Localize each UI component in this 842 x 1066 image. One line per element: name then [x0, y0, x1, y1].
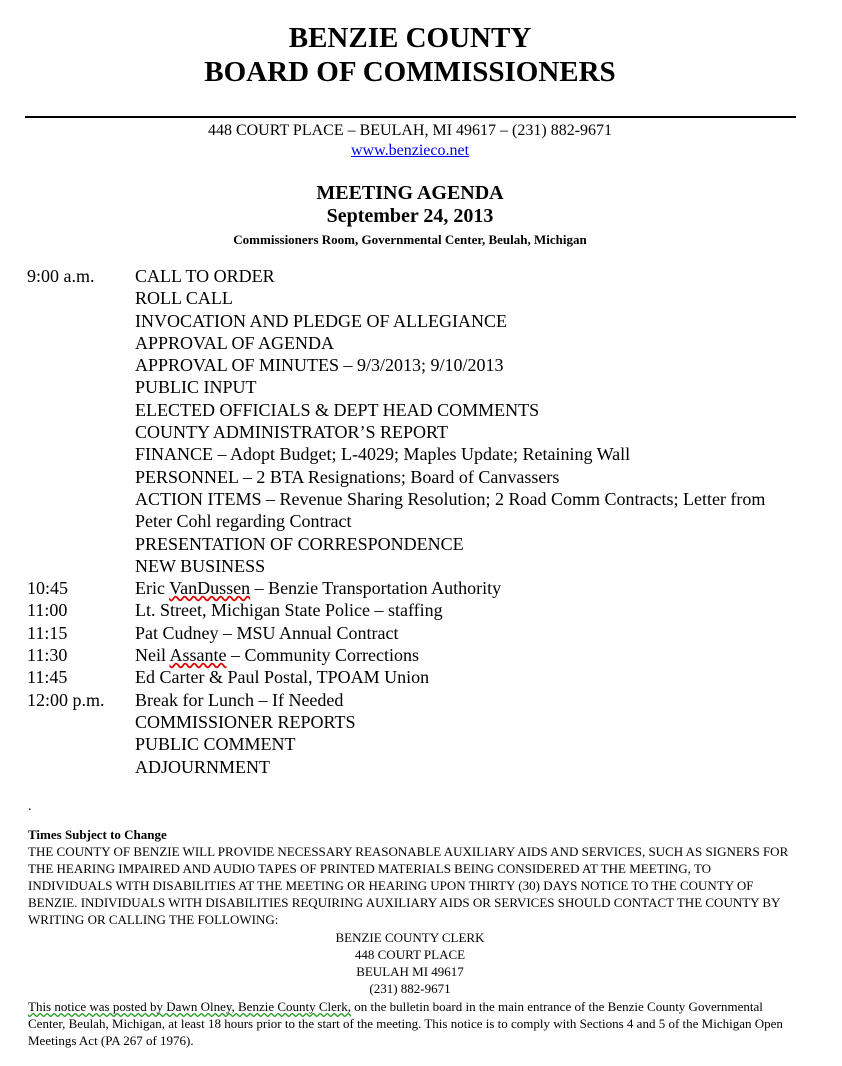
agenda-item-text: – Benzie Transportation Authority: [250, 578, 502, 599]
agenda-row: [0, 644, 842, 666]
agenda-row: [0, 488, 842, 533]
agenda-time: 9:00 a.m.: [27, 266, 95, 286]
agenda-time: 10:45: [27, 578, 69, 599]
clerk-title: BENZIE COUNTY CLERK: [335, 930, 485, 945]
agenda-row: [0, 376, 842, 398]
website-link[interactable]: www.benzieco.net: [350, 142, 470, 159]
agenda-time: 11:30: [27, 645, 68, 666]
spellcheck-flagged-word: VanDussen: [169, 578, 251, 599]
agenda-title: MEETING AGENDA: [316, 182, 504, 204]
agenda-item: COUNTY ADMINISTRATOR’S REPORT: [135, 422, 448, 443]
agenda-item: ACTION ITEMS – Revenue Sharing Resolution; 2 Road Comm Contracts; Letter from Peter Cohl regarding Contract: [135, 488, 766, 532]
agenda-item: ADJOURNMENT: [135, 756, 270, 777]
agenda-item: APPROVAL OF MINUTES – 9/3/2013; 9/10/2013: [135, 355, 504, 376]
org-name: BENZIE COUNTY: [288, 22, 532, 54]
agenda-row: [0, 287, 842, 309]
posting-notice-rest: on the bulletin board in the main entrance of the Benzie County Governmental Center, Beulah, Michigan, at least 18 hours prior to the start of the meeting. This notice is to comply with Sections 4 and 5 of the Michigan Open Meetings Act (PA 267 of 1976).: [28, 999, 783, 1048]
posting-notice: [28, 998, 798, 1049]
agenda-item: [135, 644, 795, 666]
agenda-item: ELECTED OFFICIALS & DEPT HEAD COMMENTS: [135, 399, 540, 420]
clerk-city: BEULAH MI 49617: [356, 964, 464, 979]
agenda-row: [0, 622, 842, 644]
agenda-item: Break for Lunch – If Needed: [135, 689, 344, 710]
agenda-row: [0, 265, 842, 287]
agenda-item: PERSONNEL – 2 BTA Resignations; Board of Canvassers: [135, 466, 560, 487]
agenda-time: 11:00: [27, 600, 68, 621]
agenda-item: CALL TO ORDER: [135, 266, 275, 286]
agenda-row: [0, 399, 842, 421]
agenda-item: PRESENTATION OF CORRESPONDENCE: [135, 533, 464, 554]
agenda-row: [0, 555, 842, 577]
agenda-item: FINANCE – Adopt Budget; L-4029; Maples Update; Retaining Wall: [135, 444, 631, 465]
agenda-list: [0, 265, 842, 778]
agenda-item: ROLL CALL: [135, 288, 233, 309]
agenda-row: [0, 421, 842, 443]
agenda-row: [0, 332, 842, 354]
agenda-row: [0, 733, 842, 755]
agenda-time: 11:15: [27, 622, 68, 643]
meeting-date: September 24, 2013: [326, 205, 494, 227]
board-name: BOARD OF COMMISSIONERS: [204, 56, 616, 88]
agenda-item-text: Neil: [135, 645, 170, 666]
agenda-item: [135, 577, 795, 599]
agenda-item: Lt. Street, Michigan State Police – staffing: [135, 600, 443, 621]
agenda-row: [0, 310, 842, 332]
agenda-item: COMMISSIONER REPORTS: [135, 711, 356, 732]
agenda-item: Pat Cudney – MSU Annual Contract: [135, 622, 399, 643]
spellcheck-flagged-word: Assante: [169, 645, 227, 666]
agenda-item: NEW BUSINESS: [135, 555, 266, 576]
header-divider: [25, 116, 796, 118]
website-line: [0, 141, 820, 160]
agenda-row: [0, 577, 842, 599]
agenda-row: [0, 443, 842, 465]
agenda-row: [0, 599, 842, 621]
agenda-row: [0, 711, 842, 733]
agenda-time: 11:45: [27, 667, 68, 688]
posting-notice-flagged: This notice was posted by Dawn Olney, Benzie County Clerk,: [28, 999, 352, 1014]
agenda-item-text: – Community Corrections: [226, 645, 419, 666]
clerk-street: 448 COURT PLACE: [354, 947, 466, 962]
agenda-row: [0, 756, 842, 778]
agenda-item: PUBLIC COMMENT: [135, 734, 296, 755]
agenda-row: [0, 666, 842, 688]
clerk-phone: (231) 882-9671: [369, 981, 451, 996]
agenda-time: 12:00 p.m.: [27, 689, 105, 710]
accessibility-notice: THE COUNTY OF BENZIE WILL PROVIDE NECESSARY REASONABLE AUXILIARY AIDS AND SERVICES, SUCH AS SIGNERS FOR THE HEARING IMPAIRED AND AUDIO TAPES OF PRINTED MATERIALS BEING CONSIDERED AT THE MEETING, TO INDIVIDUALS WITH DISABILITIES AT THE MEETING OR HEARING UPON THIRTY (30) DAYS NOTICE TO THE COUNTY OF BENZIE. INDIVIDUALS WITH DISABILITIES REQUIRING AUXILIARY AIDS OR SERVICES SHOULD CONTACT THE COUNTY BY WRITING OR CALLING THE FOLLOWING:: [28, 844, 789, 927]
agenda-item-text: Eric: [135, 578, 170, 599]
times-subject-heading: Times Subject to Change: [28, 827, 167, 842]
agenda-item: PUBLIC INPUT: [135, 377, 257, 398]
agenda-row: [0, 354, 842, 376]
agenda-item: INVOCATION AND PLEDGE OF ALLEGIANCE: [135, 310, 507, 331]
agenda-row: [0, 689, 842, 711]
meeting-location: Commissioners Room, Governmental Center, Beulah, Michigan: [233, 232, 587, 247]
agenda-item: APPROVAL OF AGENDA: [135, 332, 335, 353]
agenda-item: Ed Carter & Paul Postal, TPOAM Union: [135, 667, 430, 688]
agenda-row: [0, 466, 842, 488]
address-line: 448 COURT PLACE – BEULAH, MI 49617 – (231) 882-9671: [207, 122, 613, 139]
agenda-row: [0, 533, 842, 555]
clerk-address-block: [0, 929, 820, 997]
stray-dot: .: [28, 799, 32, 814]
